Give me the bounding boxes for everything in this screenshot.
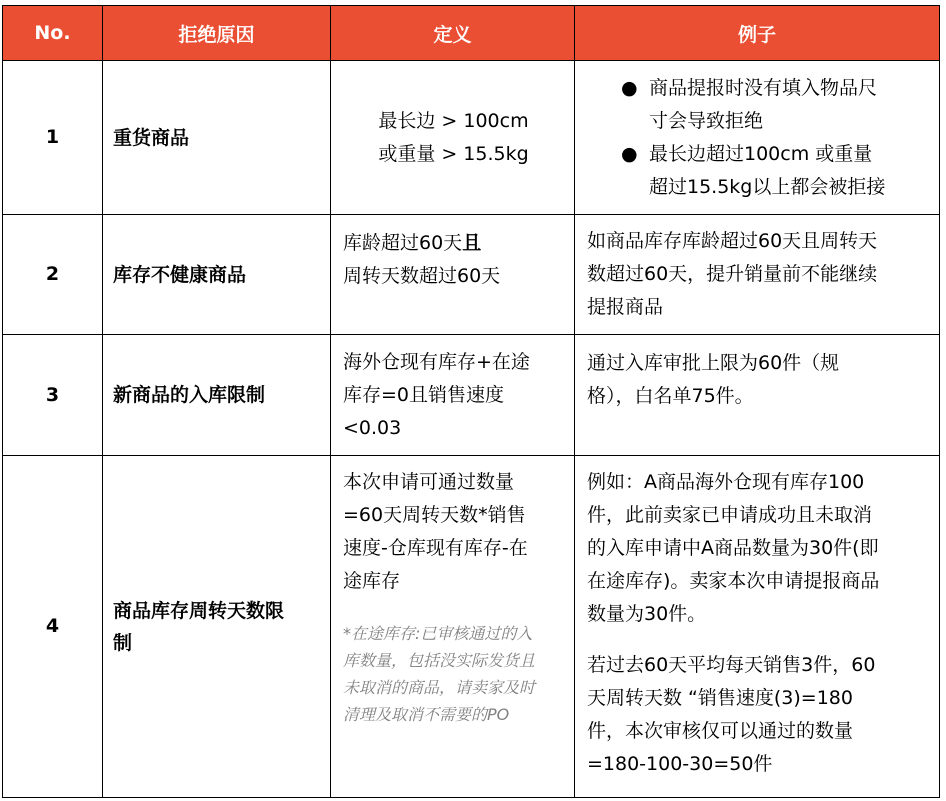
header-reason: 拒绝原因 bbox=[103, 6, 331, 61]
definition-line: 速度-仓库现有库存-在 bbox=[343, 537, 528, 559]
example-line: =180-100-30=50件 bbox=[587, 753, 773, 775]
row-number: 1 bbox=[3, 61, 103, 215]
in-transit-note-line: 库数量，包括没实际发货且 bbox=[343, 651, 536, 670]
definition-line: 或重量 > 15.5kg bbox=[378, 142, 529, 165]
row-number: 2 bbox=[3, 215, 103, 335]
example-line: 通过入库审批上限为60件（规 bbox=[587, 352, 840, 374]
example-cell bbox=[575, 215, 940, 335]
example-line: 例如：A商品海外仓现有库存100 bbox=[587, 471, 865, 493]
reason-line: 商品库存周转天数限 bbox=[113, 599, 285, 622]
example-cell bbox=[575, 61, 940, 215]
table-row bbox=[3, 456, 940, 798]
header-example: 例子 bbox=[575, 6, 940, 61]
rejection-reason: 重货商品 bbox=[103, 61, 331, 215]
header-no: No. bbox=[3, 6, 103, 61]
example-line: 在途库存)。卖家本次申请提报商品 bbox=[587, 570, 880, 592]
example-line: 若过去60天平均每天销售3件，60 bbox=[587, 654, 876, 676]
example-line: 如商品库存库龄超过60天且周转天 bbox=[587, 230, 878, 252]
definition-line: 库存=0且销售速度 bbox=[343, 383, 505, 406]
header-definition: 定义 bbox=[331, 6, 575, 61]
definition-line: =60天周转天数*销售 bbox=[343, 504, 526, 526]
in-transit-note-line: 未取消的商品，请卖家及时 bbox=[343, 678, 536, 697]
example-line: 数超过60天，提升销量前不能继续 bbox=[587, 263, 878, 285]
table-row bbox=[3, 215, 940, 335]
example-bullet-list bbox=[575, 72, 931, 204]
example-bullet-item bbox=[575, 72, 931, 138]
definition-cell bbox=[331, 335, 575, 456]
rejection-reasons-table bbox=[2, 5, 940, 798]
example-bullet-item bbox=[575, 138, 931, 204]
example-line: 件，此前卖家已申请成功且未取消 bbox=[587, 504, 873, 526]
example-line: 格），白名单75件。 bbox=[587, 385, 754, 407]
definition-line: 最长边 > 100cm bbox=[378, 109, 529, 132]
example-line: 的入库申请中A商品数量为30件(即 bbox=[587, 537, 879, 559]
in-transit-note-line: 清理及取消不需要的PO bbox=[343, 705, 510, 724]
definition-cell bbox=[331, 61, 575, 215]
reason-line: 制 bbox=[113, 631, 133, 654]
definition-cell bbox=[331, 456, 575, 798]
example-cell bbox=[575, 335, 940, 456]
row-number: 3 bbox=[3, 335, 103, 456]
in-transit-note-line: *在途库存:已审核通过的入 bbox=[343, 624, 533, 643]
table-row bbox=[3, 335, 940, 456]
example-line: 提报商品 bbox=[587, 296, 664, 318]
note-spacer bbox=[343, 598, 564, 620]
example-cell bbox=[575, 456, 940, 798]
table-header-row bbox=[3, 6, 940, 61]
example-line: 数量为30件。 bbox=[587, 603, 707, 625]
bullet-icon: ● bbox=[621, 76, 638, 99]
definition-line: <0.03 bbox=[343, 416, 402, 439]
example-line: 最长边超过100cm 或重量 bbox=[649, 142, 873, 165]
definition-line: 周转天数超过60天 bbox=[343, 265, 501, 287]
rejection-reasons-table-wrap bbox=[2, 5, 940, 798]
row-number: 4 bbox=[3, 456, 103, 798]
table-row bbox=[3, 61, 940, 215]
definition-bold-text: 且 bbox=[462, 232, 482, 254]
definition-line: 海外仓现有库存+在途 bbox=[343, 350, 530, 373]
definition-line: 本次申请可通过数量 bbox=[343, 471, 515, 493]
example-line: 件，本次审核仅可以通过的数量 bbox=[587, 720, 854, 742]
paragraph-spacer bbox=[587, 631, 931, 649]
definition-text: 库龄超过60天 bbox=[343, 232, 463, 254]
example-line: 天周转天数 “销售速度(3)=180 bbox=[587, 687, 853, 709]
rejection-reason: 新商品的入库限制 bbox=[103, 335, 331, 456]
rejection-reason: 库存不健康商品 bbox=[103, 215, 331, 335]
definition-cell bbox=[331, 215, 575, 335]
example-line: 寸会导致拒绝 bbox=[649, 109, 764, 132]
example-line: 超过15.5kg以上都会被拒接 bbox=[649, 175, 886, 198]
definition-line: 途库存 bbox=[343, 570, 401, 592]
definition-line bbox=[343, 227, 564, 260]
example-line: 商品提报时没有填入物品尺 bbox=[649, 76, 878, 99]
rejection-reason bbox=[103, 456, 331, 798]
bullet-icon: ● bbox=[621, 142, 638, 165]
